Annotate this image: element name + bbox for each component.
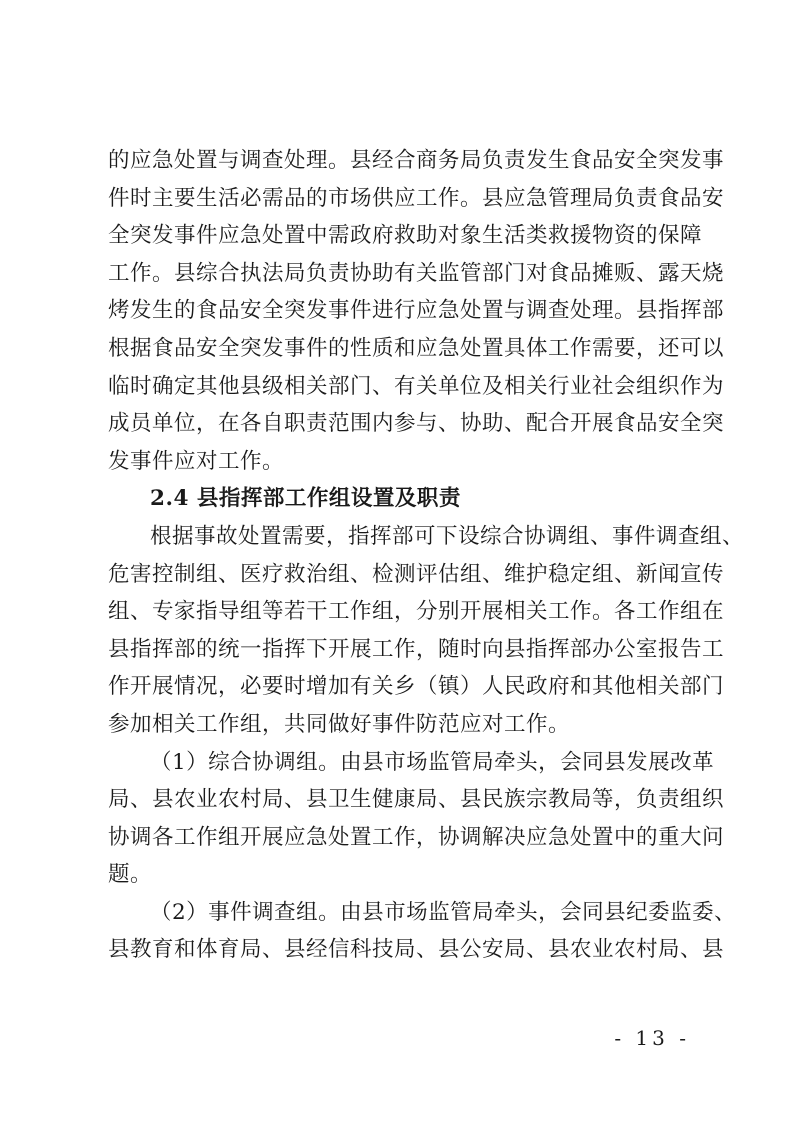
paragraph-line: 组、专家指导组等若干工作组，分别开展相关工作。各工作组在	[108, 599, 725, 625]
section-heading: 2.4 县指挥部工作组设置及职责	[150, 486, 461, 512]
paragraph-line: 协调各工作组开展应急处置工作，协调解决应急处置中的重大问	[108, 824, 725, 850]
paragraph-line: 根据食品安全突发事件的性质和应急处置具体工作需要，还可以	[108, 335, 725, 361]
paragraph-line: 县指挥部的统一指挥下开展工作，随时向县指挥部办公室报告工	[108, 636, 725, 662]
paragraph-line: 参加相关工作组，共同做好事件防范应对工作。	[108, 711, 571, 737]
paragraph-line: 烤发生的食品安全突发事件进行应急处置与调查处理。县指挥部	[108, 298, 725, 324]
paragraph-line: 件时主要生活必需品的市场供应工作。县应急管理局负责食品安	[108, 185, 725, 211]
paragraph-line: （2）事件调查组。由县市场监管局牵头，会同县纪委监委、	[150, 899, 737, 925]
paragraph-line: 局、县农业农村局、县卫生健康局、县民族宗教局等，负责组织	[108, 787, 725, 813]
paragraph-line: 作开展情况，必要时增加有关乡（镇）人民政府和其他相关部门	[108, 674, 725, 700]
paragraph-line: 危害控制组、医疗救治组、检测评估组、维护稳定组、新闻宣传	[108, 561, 725, 587]
paragraph-line: 发事件应对工作。	[108, 448, 285, 474]
page-number: - 13 -	[614, 1026, 690, 1050]
paragraph-line: 成员单位，在各自职责范围内参与、协助、配合开展食品安全突	[108, 411, 725, 437]
paragraph-line: 题。	[108, 862, 153, 888]
paragraph-line: 临时确定其他县级相关部门、有关单位及相关行业社会组织作为	[108, 373, 725, 399]
body-text	[108, 142, 745, 969]
paragraph-line: 县教育和体育局、县经信科技局、县公安局、县农业农村局、县	[108, 937, 725, 963]
paragraph-line: 的应急处置与调查处理。县经合商务局负责发生食品安全突发事	[108, 148, 725, 173]
paragraph-line: 工作。县综合执法局负责协助有关监管部门对食品摊贩、露天烧	[108, 260, 725, 286]
paragraph-line: 根据事故处置需要，指挥部可下设综合协调组、事件调查组、	[150, 523, 745, 549]
paragraph-line: （1）综合协调组。由县市场监管局牵头，会同县发展改革	[150, 749, 715, 775]
paragraph-line: 全突发事件应急处置中需政府救助对象生活类救援物资的保障	[108, 223, 703, 249]
